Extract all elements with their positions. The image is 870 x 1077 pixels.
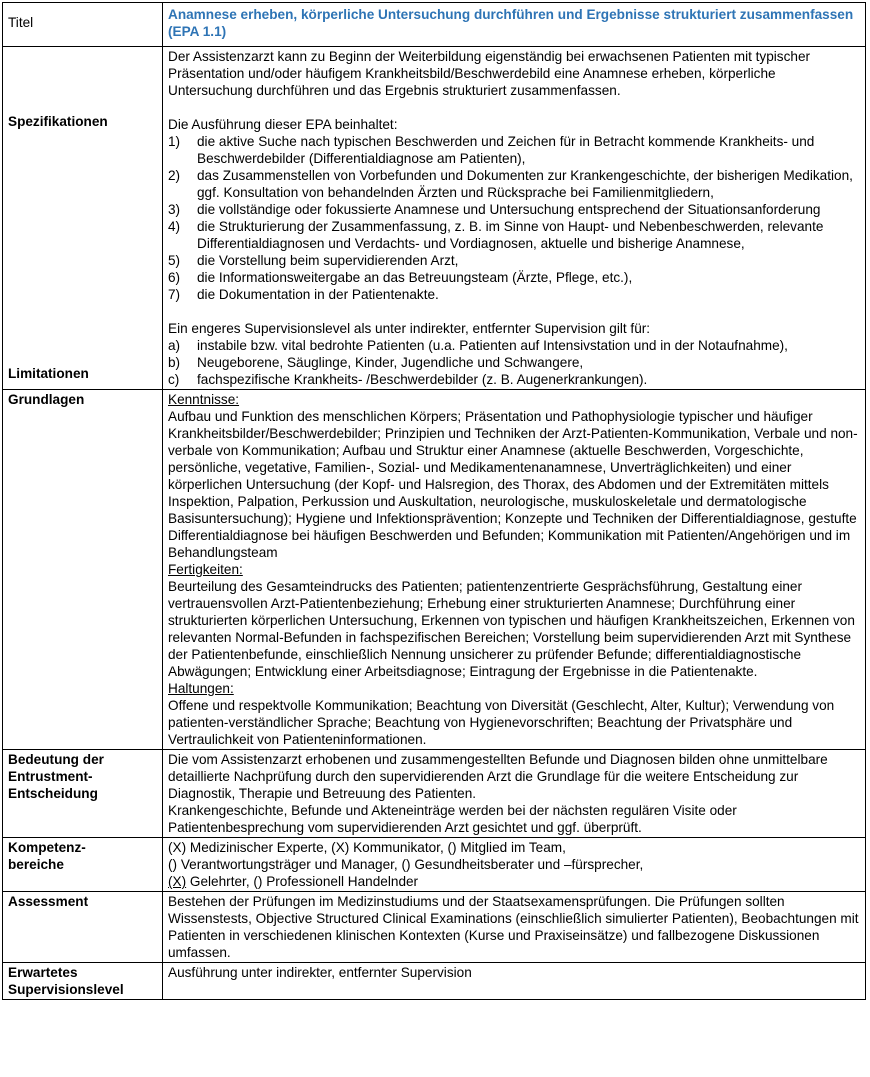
label-erwartetes-line: Erwartetes <box>8 965 78 980</box>
content-erwartetes <box>163 963 866 1000</box>
list-item: 2) das Zusammenstellen von Vorbefunden und Dokumenten zur Krankengeschichte, der bisherigen Medikation, ggf. Konsultation von behandelnden Ärzten und Rücksprache bei Familienmitgliedern, <box>168 168 853 200</box>
list-item: 5) die Vorstellung beim supervidierenden Arzt, <box>168 253 459 268</box>
label-assessment-text: Assessment <box>8 894 89 909</box>
bedeutung-p1: Die vom Assistenzarzt erhobenen und zusammengestellten Befunde und Diagnosen bilden ohne unmittelbare detaillierte Nachprüfung durch den supervidierenden Arzt die Grundlage für die weitere Entscheidung zur Diagnostik, Therapie und Betreuung des Patienten. <box>168 752 828 801</box>
list-item: 3) die vollständige oder fokussierte Anamnese und Untersuchung entsprechend der Situationsanforderung <box>168 202 821 217</box>
label-bedeutung-line: Bedeutung der <box>8 752 104 767</box>
content-spez-limit <box>163 47 866 390</box>
label-limitationen: Limitationen <box>8 366 89 381</box>
label-erwartetes <box>3 963 163 1000</box>
epa-title: Anamnese erheben, körperliche Untersuchung durchführen und Ergebnisse strukturiert zusammenfassen (EPA 1.1) <box>168 7 854 39</box>
label-kompetenz-line: Kompetenz- <box>8 840 86 855</box>
kompetenz-line3-rest: Gelehrter, () Professionell Handelnder <box>186 874 419 889</box>
row-assessment <box>3 892 866 963</box>
label-spez-limit <box>3 47 163 390</box>
list-item: a) instabile bzw. vital bedrohte Patienten (u.a. Patienten auf Intensivstation und in der Notaufnahme), <box>168 338 788 353</box>
kompetenz-mark: (X) <box>168 874 187 889</box>
label-bedeutung-line: Entrustment- <box>8 769 93 784</box>
kompetenz-line3 <box>168 873 861 890</box>
assessment-text: Bestehen der Prüfungen im Medizinstudiums und der Staatsexamensprüfungen. Die Prüfungen sollten Wissenstests, Objective Structured Clinical Examinations (einschließlich simulierter Patienten), Beobachtungen mit Patienten in verschiedenen klinischen Kontexten (Kurse und Praxiseinsätze) und fallbezogene Diskussionen umfassen. <box>168 894 859 960</box>
haltungen-heading: Haltungen: <box>168 681 234 696</box>
kenntnisse-text: Aufbau und Funktion des menschlichen Körpers; Präsentation und Pathophysiologie typischer und häufiger Krankheitsbilder/Beschwerdebilder; Prinzipien und Techniken der Arzt-Patienten-Kommunikation, Verbale und non-verbale von Kommunikation; Aufbau und Struktur einer Anamnese (aktuelle Beschwerden, Vorgeschichte, persönliche, vegetative, Familien-, Sozial- und Medikamentenanamnese, Unverträglichkeiten) und einer körperlichen Untersuchung (der Kopf- und Halsregion, des Thorax, des Abdomen und der Extremitäten mittels Inspektion, Palpation, Perkussion und Auskultation, neurologische, muskuloskeletale und dermatologische Basisuntersuchung); Hygiene und Infektionsprävention; Konzepte und Techniken der Differentialdiagnose, gestufte Differentialdiagnose bei häufigen Beschwerden und Befunden; Kommunikation mit Patienten/Angehörigen und im Behandlungsteam <box>168 409 858 560</box>
kenntnisse-heading: Kenntnisse: <box>168 392 240 407</box>
fertigkeiten-heading: Fertigkeiten: <box>168 562 243 577</box>
content-titel <box>163 3 866 47</box>
list-item: 1) die aktive Suche nach typischen Beschwerden und Zeichen für in Betracht kommende Krankheits- und Beschwerdebilder (Differentialdiagnose am Patienten), <box>168 134 815 166</box>
list-item: 7) die Dokumentation in der Patientenakte. <box>168 287 439 302</box>
limit-intro: Ein engeres Supervisionslevel als unter indirekter, entfernter Supervision gilt für: <box>168 321 651 336</box>
list-item: c) fachspezifische Krankheits- /Beschwerdebilder (z. B. Augenerkrankungen). <box>168 372 648 387</box>
row-erwartetes <box>3 963 866 1000</box>
row-kompetenz <box>3 838 866 892</box>
content-assessment <box>163 892 866 963</box>
label-grundlagen-text: Grundlagen <box>8 392 85 407</box>
label-kompetenz <box>3 838 163 892</box>
label-assessment <box>3 892 163 963</box>
label-titel <box>3 3 163 47</box>
row-spezifikationen-limitationen <box>3 47 866 390</box>
label-bedeutung <box>3 750 163 838</box>
list-item: 4) die Strukturierung der Zusammenfassung, z. B. im Sinne von Haupt- und Nebenbeschwerden, relevante Differentialdiagnosen und Verdachts- und Vordiagnosen, aktuelle und bisherige Anamnese, <box>168 219 824 251</box>
label-titel-text: Titel <box>8 15 34 30</box>
kompetenz-line2: () Verantwortungsträger und Manager, () Gesundheitsberater und –fürsprecher, <box>168 857 644 872</box>
epa-table <box>2 2 866 1000</box>
list-item: b) Neugeborene, Säuglinge, Kinder, Jugendliche und Schwangere, <box>168 355 584 370</box>
list-item: 6) die Informationsweitergabe an das Betreuungsteam (Ärzte, Pflege, etc.), <box>168 270 633 285</box>
label-grundlagen <box>3 390 163 750</box>
bedeutung-p2: Krankengeschichte, Befunde und Akteneinträge werden bei der nächsten regulären Visite oder Patientenbesprechung vom supervidierenden Arzt gesichtet und ggf. überprüft. <box>168 803 737 835</box>
spez-list-intro: Die Ausführung dieser EPA beinhaltet: <box>168 117 398 132</box>
kompetenz-line1: (X) Medizinischer Experte, (X) Kommunikator, () Mitglied im Team, <box>168 840 566 855</box>
row-bedeutung <box>3 750 866 838</box>
content-grundlagen <box>163 390 866 750</box>
row-grundlagen <box>3 390 866 750</box>
row-titel <box>3 3 866 47</box>
label-erwartetes-line: Supervisionslevel <box>8 982 124 997</box>
spez-list <box>168 133 861 303</box>
fertigkeiten-text: Beurteilung des Gesamteindrucks des Patienten; patientenzentrierte Gesprächsführung, Gestaltung einer vertrauensvollen Arzt-Patientenbeziehung; Erhebung einer strukturierten Anamnese; Durchführung einer strukturierten körperlichen Untersuchung, Erkennen von typischen und häufigen Krankheitszeichen, Erkennen von relevanten Normal-Befunden in fachspezifischen Bereichen; Vorstellung beim supervidierenden Arzt mit Synthese der Patientenbefunde, einschließlich Nennung unsicherer zu prüfender Befunde; differentialdiagnostische Abwägungen; Entwicklung einer Arbeitsdiagnose; Eintragung der Ergebnisse in die Patientenakte. <box>168 579 855 679</box>
label-spezifikationen: Spezifikationen <box>8 114 108 129</box>
content-kompetenz <box>163 838 866 892</box>
content-bedeutung <box>163 750 866 838</box>
erwartetes-text: Ausführung unter indirekter, entfernter Supervision <box>168 965 472 980</box>
label-bedeutung-line: Entscheidung <box>8 786 98 801</box>
spez-intro: Der Assistenzarzt kann zu Beginn der Weiterbildung eigenständig bei erwachsenen Patienten mit typischer Präsentation und/oder häufigem Krankheitsbild/Beschwerdebild eine Anamnese erheben, körperliche Untersuchung durchführen und das Ergebnis strukturiert zusammenfassen. <box>168 49 811 98</box>
haltungen-text: Offene und respektvolle Kommunikation; Beachtung von Diversität (Geschlecht, Alter, Kultur); Verwendung von patienten-verständlicher Sprache; Beachtung von Hygienevorschriften; Beachtung der Privatsphäre und Vertraulichkeit von Patienteninformationen. <box>168 698 835 747</box>
limit-list <box>168 337 861 388</box>
label-kompetenz-line: bereiche <box>8 857 64 872</box>
